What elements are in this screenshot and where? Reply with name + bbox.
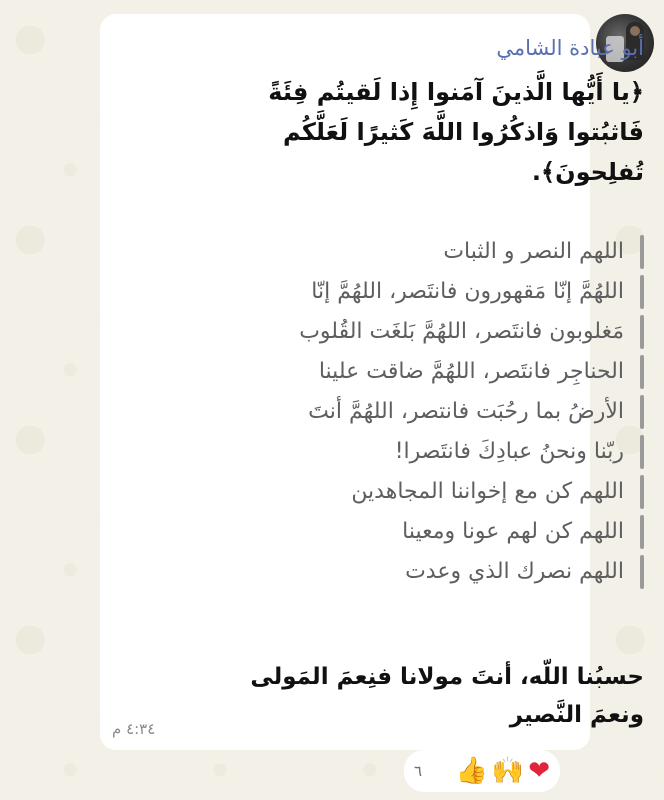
quote-line: اللهم نصرك الذي وعدت [194,552,644,592]
quote-line: اللهم كن لهم عونا ومعينا [194,512,644,552]
message-timestamp: ٤:٣٤ م [112,720,156,738]
quran-verse: ﴿يا أَيُّها الَّذينَ آمَنوا إِذا لَقيتُم فِئَةً فَاثبُتوا وَاذكُرُوا اللَّهَ كَثيرًا لَعَلَّكُم تُفلِحونَ﴾. [268,78,644,186]
quote-line: اللهم النصر و الثبات [194,232,644,272]
quote-line: ربّنا ونحنُ عبادِكَ فانتَصرا! [194,432,644,472]
quote-line: الأرضُ بما رحُبَت فانتصر، اللهُمَّ أنتَ [194,392,644,432]
reaction-count: ٦ [414,762,423,780]
quote-line: الحناجِر فانتَصر، اللهُمَّ ضاقت علينا [194,352,644,392]
reactions-bar[interactable] [404,750,560,792]
red-heart-icon[interactable]: ❤ [528,756,550,786]
quote-line: اللهُمَّ إنّا مَقهورون فانتَصر، اللهُمَّ إنّا [194,272,644,312]
thumbs-up-icon[interactable]: 👍 [455,756,488,786]
closing-text: حسبُنا اللّه، أنتَ مولانا فنِعمَ المَولى ونعمَ النَّصير [250,664,644,728]
avatar-shape [630,26,640,36]
quote-line: مَغلوبون فانتَصر، اللهُمَّ بَلغَت القُلوب [194,312,644,352]
sender-name[interactable]: أبو عبادة الشامي [496,36,644,60]
clapping-hands-icon[interactable]: 🙌 [491,756,525,786]
quote-block [194,232,644,592]
quote-line: اللهم كن مع إخواننا المجاهدين [194,472,644,512]
